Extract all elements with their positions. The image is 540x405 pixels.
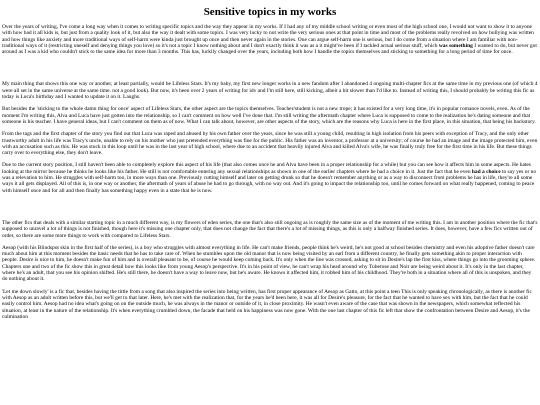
paragraph-text: But besides the 'sticking to the whole damn thing for once' aspect of Lifeless Stars, the other aspect are the topics themselves. Teacher/student is not a new trope; it has existed for a very long time, it's in popular romance novels, even. As of the moment I'm writing this, Alva and Luca have just gotten into the relationship, so I can't comment on how well I've done that. I'm still writing the aftermath chapter where Luca is supposed to come to the realization he's dating someone and that someone is his teacher. I have general ideas, but I can't comment on them as of now. What I can talk about, however, are other aspects of the story, which are the reasons why Luca is here in the first place, in this situation, that being his backstory. xyxy=(2,106,536,125)
paragraph xyxy=(2,162,538,193)
paragraph xyxy=(2,106,538,125)
paragraph-text: Due to the current story position, I still haven't been able to completely explore this aspect of his life (that also comes once he and Alva have been in a proper relationship for a while) but you can see how it affects him in some aspects. He hates looking at the mirror because he thinks he looks like his father. He still is not comfortable entering any sexual relationships as shown in one of the earlier chapters where he had a choice in it. Just the fact that he even xyxy=(2,162,531,175)
paragraph-gap xyxy=(2,194,538,220)
paragraph-text: to say yes or no was a relevation to him. He struggles with self-harm too, in more ways than one. Previously cutting himself and later on getting drunk so that he doesn't remember anything or as a way to disconnect from problems he has in life, they're all some ways it all gets displayed. All of this is, in one way or another, the aftermath of years of abuse he had to go through, with no way out. And it's going to impact the relationship too, until he comes forward on what really happened, coming to peace with himself once and for all and then finally has something happy even in a state that he is now. xyxy=(2,168,537,194)
paragraph-text: From the tags and the first chapter of the story you find out that Luca was raped and abused by his own father over the years, since he was still a young child, resulting in high isolation from his peers with exception of Tracy, and the only other trustworthy adult in his life was Tracy's uncle, unable to rely on his mother who just pretended everything was fine for the public. His father was an inventor, a professor at a university; of course he had an image and the image protected him, even with an accusation such as this. He was stuck in this loop until he was in the last year of high school, where due to an accident that heavily injured Alva and killed Alva's wife, he was finally truly free for the first time in his life. But these things carry over to everything else, they don't leave. xyxy=(2,131,538,157)
bold-text: had a choice xyxy=(471,168,501,175)
paragraph-gap xyxy=(2,55,538,81)
paragraph-text: The other fics that deals with a similar starting topic in a much different way, is my flowers of eden series, the one that's also still ongoing as is roughly the same size as of the moment of me writing this. I am in another position where the fic that's supposed to unravel a lot of things is not finished, though here it's missing one chapter only, that does not change the fact that there's a lot of missing things, as this is only a halfway finished series. It does, however, have a few fics written out of order, so there are some more things to work with compared to Lifeless Stars. xyxy=(2,219,538,239)
document-page xyxy=(2,6,538,320)
paragraph-text: My main thing that shows this one way or another, at least partially, would be Lifeless Stars. It's my baby, my first new longer works in a new fandom after I abandoned 4 ongoing multi-chapter fics at the same time in my previous one (of which 4 were all set in the same universe at the same time. not a good look). But now, it's been over 2 years of writing for idv and I'm still here, still kicking, albeit a bit slower than I'd like to. Instead of writing this, I should probably be writing this fic as today is Luca's birthday and I wanted to update it on it. Laughs. xyxy=(2,81,538,101)
page-title: Sensitive topics in my works xyxy=(203,6,337,18)
paragraph-text: 'Let me down slowly' is a fic that, besides having the tittle from a song that also inspired the series into being written, has first proper appearance of Aesop as Gatto, at this point a teen This is only speaking chronologically, as there is another fic with Aesop as an adult written before this, but we'll get to that later. Here, he's met with the realization that, for the years he'd been here, it was all for Desire's pleasure, for the fact that he wanted to have sex with him, but the fact that he could easily control him. Aesop had no idea what's going on on the outside much, he was always in the manor or outside of it, in close proximity. He wasn't even aware of the case that was shown in the newspapers, which somewhat reflected his situation, at least in the nature of the relationship. It's when everything crumbled down, the facade that held on his happiness was now gone. With the one last chapter of this fic left that show the confrontation between Desire and Aesop, it's the culmination xyxy=(2,288,532,320)
paragraph xyxy=(2,245,538,283)
paragraph-text: Aesop (with his Blindspot skin in the first half of the series), is a boy who struggles with almost everything in life. He can't make friends, people think he's weird, he's not good at school besides chemistry and even his adoptive father doesn't care much about him at this moment besides the basic needs that he has to take care of. When he stumbles upon the old manor that is now being visited by an earl from a different country, he finally gets something akin to proper interaction with people. Desire is nice to him, he doesn't make fun of him and is overall pleasant to be, of course he would keep coming back. It's only when the line was crossed, asking to sit in Desire's lap the first kiss, where things go into the grooming sphere. Chapters one and two of the fic show this in great detail how this looks like from young Aesop's perspective. It's in his point of view, he can't wrap his head around why Tuberose and Noir are being weird about it. It's only in the last chapter, where he's an adult, that you see his opinion shifted. He's still there, he doesn't have a way to leave now, but he's aware. He knows it affected him, it robbed him of his childhood. They're both in a situation where all of this is unspoken, and they do nothing about it. xyxy=(2,244,536,283)
paragraph-text: Over the years of writing, I've come a long way when it comes to writing specific topics and the way they appear in my works. If I had any of my middle school writing or even most of the high school one, I would not want to show it to anyone with how bad it all kids is, but just from a quality look of it, but also the way it dealt with some topics. I was very lucky to not write the very serious ones at that point in time and most of the problems really revolved on how bullying was written and how things like anxiety and more traditional ways of self-harm were kinda just brought up once and then never again in the stories. One can argue self-harm one is serious, but I do come from a situation where I am familiar with non-traditional ways of it (restricting oneself and denying things you love) so it's not a topic I know nothing about and I don't exactly think it was as a it might've been if I tackled actual serious stuff, which xyxy=(2,24,534,49)
paragraph xyxy=(2,24,538,55)
paragraph xyxy=(2,81,538,100)
paragraph xyxy=(2,220,538,239)
paragraph xyxy=(2,289,538,320)
bold-text: was something xyxy=(438,42,473,49)
paragraph-text: I wanted to do, but never got around as I was a kid who couldn't stick to the same idea for more than 3 months. This has, luckily changed over the years, including both how I handle the topics themselves and sticking to something for a long period of time for once. xyxy=(2,42,537,56)
document-body xyxy=(2,24,538,320)
paragraph xyxy=(2,131,538,156)
